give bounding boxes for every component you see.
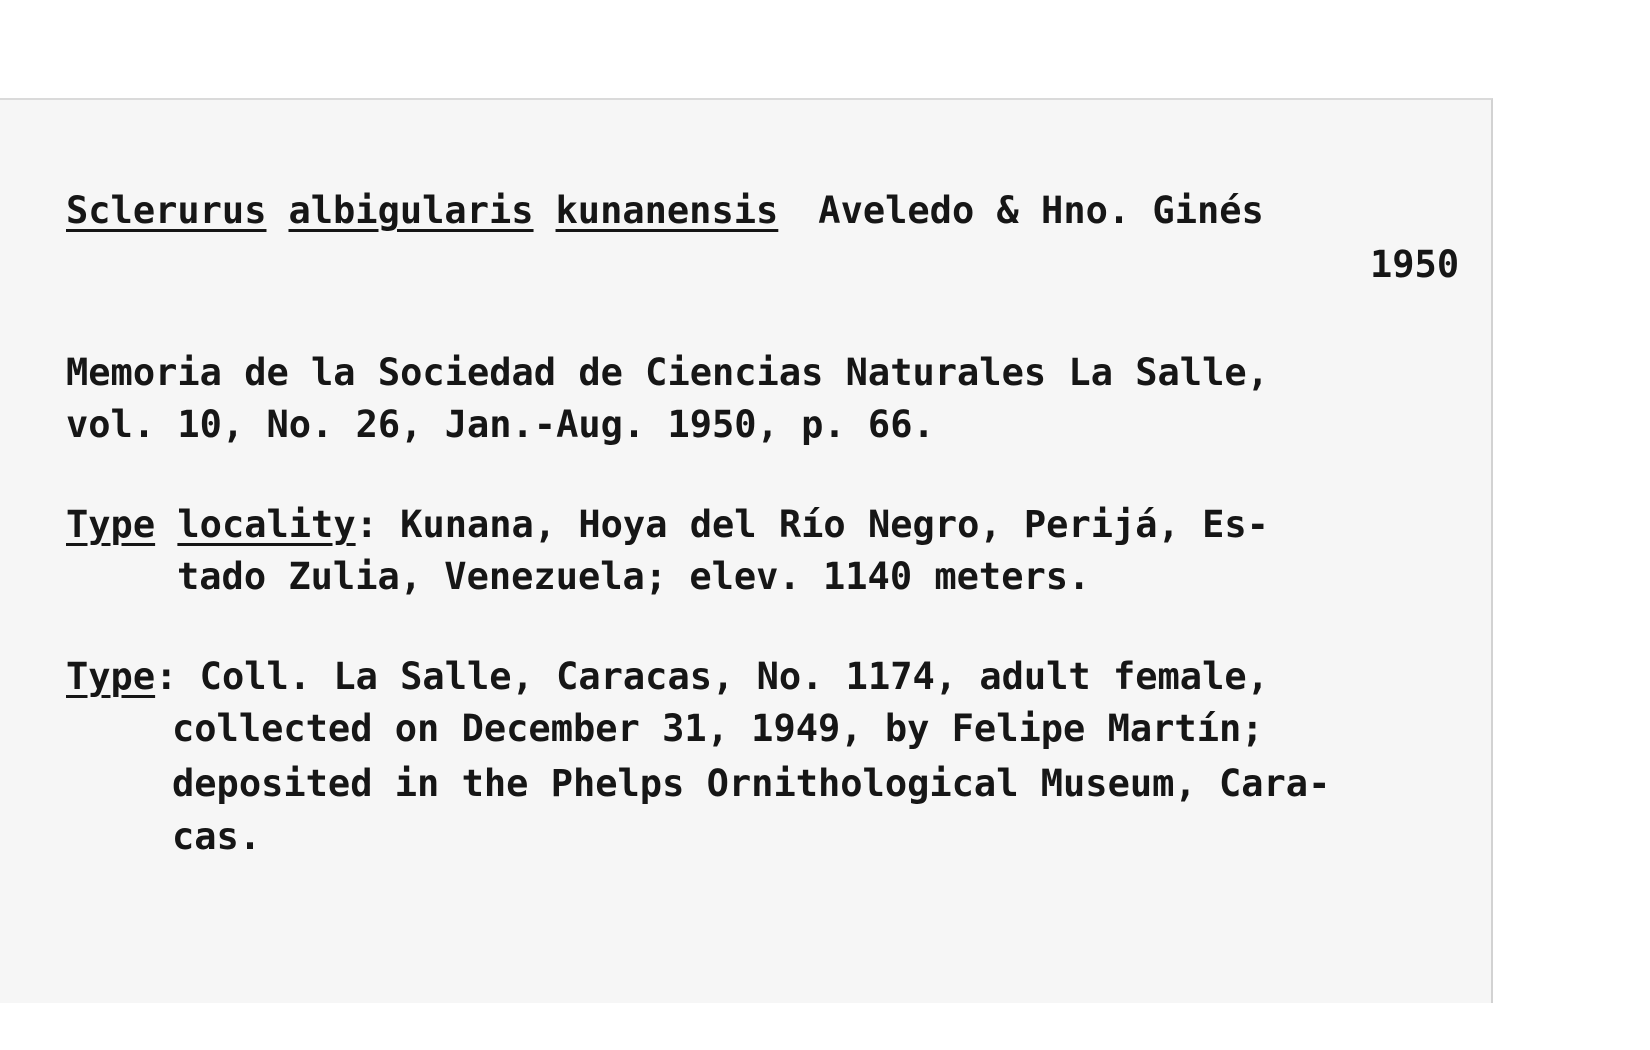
type-specimen-line-1	[66, 650, 1269, 704]
authors: Aveledo & Hno. Ginés	[818, 189, 1264, 232]
title-line	[66, 184, 1264, 238]
type-locality-line-1	[66, 498, 1269, 552]
type-specimen-label: Type	[66, 655, 156, 698]
type-specimen-colon: :	[155, 655, 178, 698]
year: 1950	[1370, 243, 1460, 286]
species-name: albigularis	[288, 189, 534, 232]
type-specimen-line-2: collected on December 31, 1949, by Felipe Martín;	[172, 707, 1264, 750]
type-specimen-text-1: Coll. La Salle, Caracas, No. 1174, adult female,	[177, 655, 1269, 698]
type-locality-text-1: Kunana, Hoya del Río Negro, Perijá, Es-	[377, 503, 1269, 546]
type-locality-line-2: tado Zulia, Venezuela; elev. 1140 meters.	[177, 555, 1091, 598]
type-specimen-line-3: deposited in the Phelps Ornithological Museum, Cara-	[172, 762, 1331, 805]
type-locality-label-word1: Type	[66, 503, 156, 546]
type-locality-label-word2: locality	[177, 503, 356, 546]
genus-name: Sclerurus	[66, 189, 267, 232]
citation-line-2: vol. 10, No. 26, Jan.-Aug. 1950, p. 66.	[66, 403, 935, 446]
type-locality-colon: :	[355, 503, 378, 546]
citation-line-1: Memoria de la Sociedad de Ciencias Naturales La Salle,	[66, 351, 1269, 394]
type-specimen-line-4: cas.	[172, 815, 262, 858]
subspecies-name: kunanensis	[555, 189, 779, 232]
